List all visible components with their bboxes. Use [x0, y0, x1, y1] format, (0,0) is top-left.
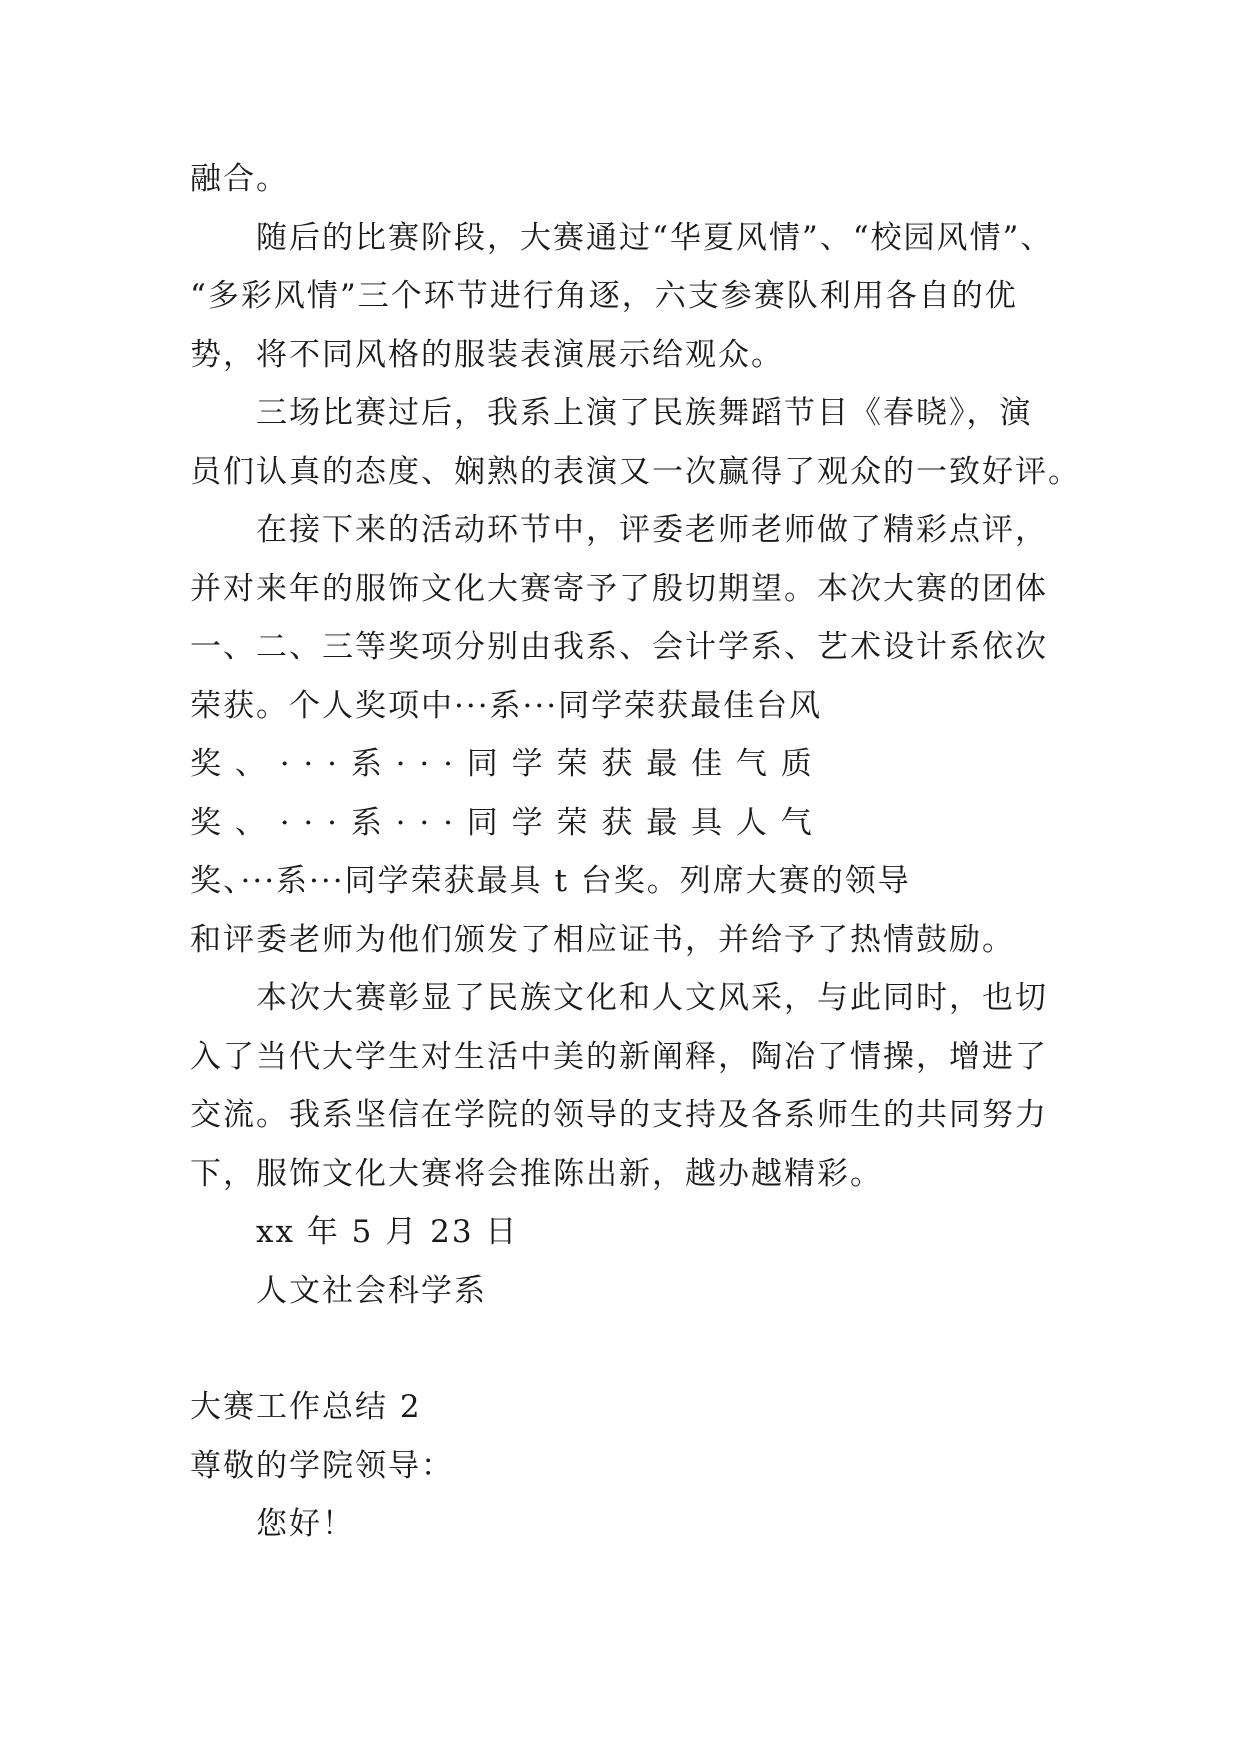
text-line: 本次大赛彰显了民族文化和人文风采，与此同时，也切: [256, 980, 1048, 1016]
text-line: 下，服饰文化大赛将会推陈出新，越办越精彩。: [190, 1155, 883, 1192]
date-line: xx 年 5 月 23 日: [256, 1214, 519, 1250]
text-line: 交流。我系坚信在学院的领导的支持及各系师生的共同努力: [190, 1097, 1048, 1133]
signature-line: 人文社会科学系: [256, 1272, 487, 1309]
section-title: 大赛工作总结 2: [190, 1389, 422, 1425]
greeting: 您好！: [256, 1506, 355, 1542]
text-line: 入了当代大学生对生活中美的新阐释，陶冶了情操，增进了: [190, 1038, 1048, 1075]
text-line: 随后的比赛阶段，大赛通过“华夏风情”、“校园风情”、: [256, 219, 1054, 256]
text-line: 员们认真的态度、娴熟的表演又一次赢得了观众的一致好评。: [190, 453, 1081, 490]
text-line: 奖、···系···同学荣获最具 t 台奖。列席大赛的领导: [190, 863, 911, 899]
text-line: 和评委老师为他们颁发了相应证书，并给予了热情鼓励。: [190, 921, 1015, 958]
text-line: 三场比赛过后，我系上演了民族舞蹈节目《春晓》，演: [256, 395, 1033, 431]
text-line: 势，将不同风格的服装表演展示给观众。: [190, 336, 784, 373]
text-line: 并对来年的服饰文化大赛寄予了殷切期望。本次大赛的团体: [190, 570, 1048, 607]
text-line: 奖 、 · · · 系 · · · 同 学 荣 获 最 佳 气 质: [190, 746, 814, 782]
text-line: 在接下来的活动环节中，评委老师老师做了精彩点评，: [256, 512, 1048, 548]
salutation: 尊敬的学院领导：: [190, 1447, 454, 1484]
text-line: 一、二、三等奖项分别由我系、会计学系、艺术设计系依次: [190, 629, 1048, 665]
document-body: [190, 150, 1081, 1554]
text-line: 奖 、 · · · 系 · · · 同 学 荣 获 最 具 人 气: [190, 804, 814, 841]
section-gap: [190, 1320, 1050, 1378]
text-line: “多彩风情”三个环节进行角逐，六支参赛队利用各自的优: [190, 278, 1018, 314]
text-line: 融合。: [190, 161, 289, 197]
text-line: 荣获。个人奖项中···系···同学荣获最佳台风: [190, 687, 823, 724]
